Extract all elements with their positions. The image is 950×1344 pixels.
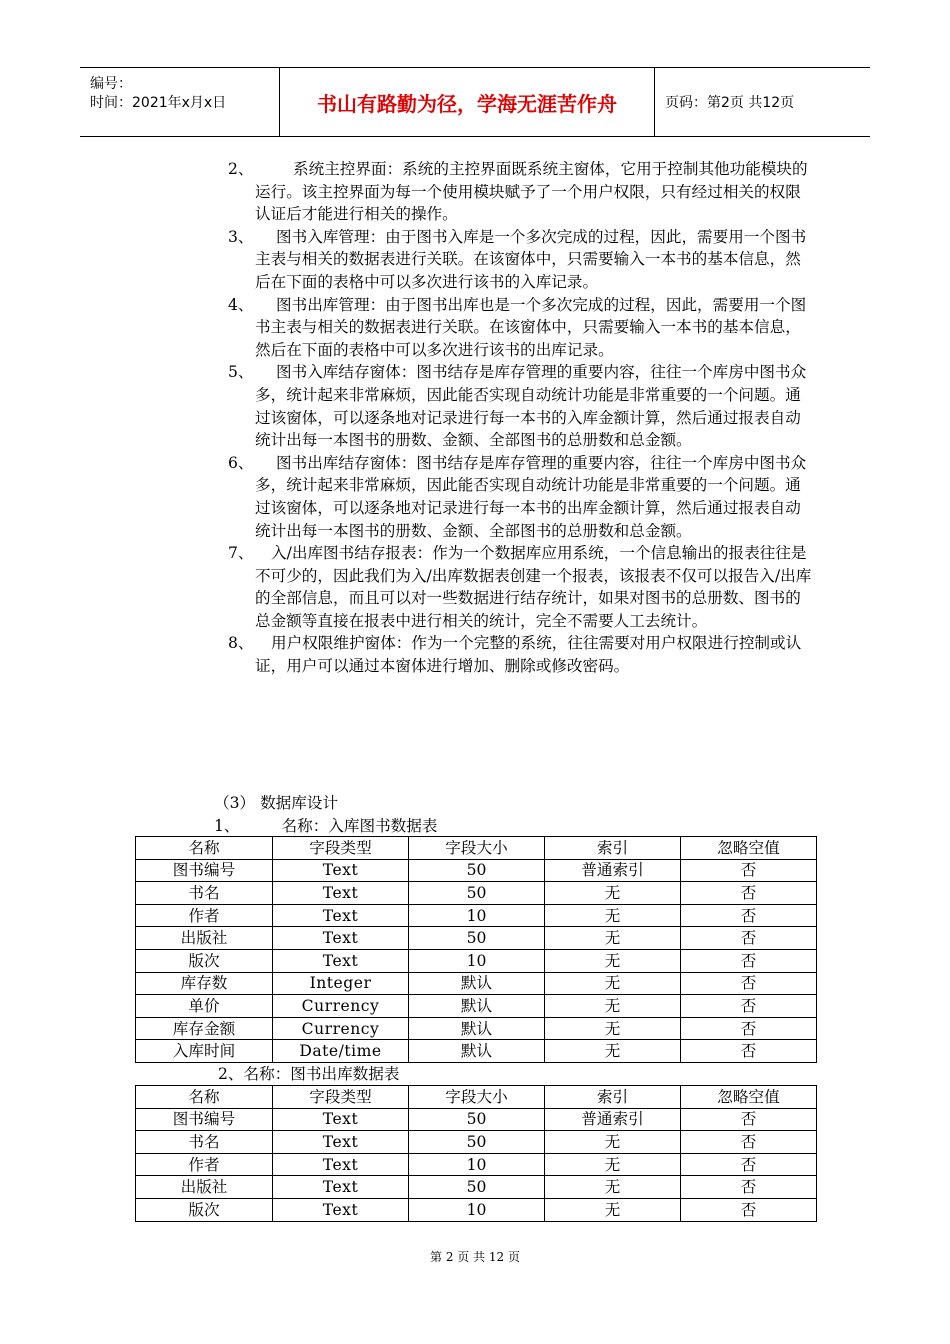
table-cell: Currency [273, 1017, 409, 1040]
table-row [136, 882, 817, 905]
table-cell: 50 [409, 882, 545, 905]
table-cell: 默认 [409, 1040, 545, 1063]
column-header: 字段大小 [409, 1086, 545, 1109]
table-cell: 图书编号 [136, 1108, 273, 1131]
table-cell: 否 [681, 1108, 817, 1131]
item-text: 图书入库结存窗体：图书结存是库存管理的重要内容，往往一个库房中图书众多，统计起来非常麻烦，因此能否实现自动统计功能是非常重要的一个问题。通过该窗体，可以逐条地对记录进行每一本书的入库金额计算，然后通过报表自动统计出每一本图书的册数、金额、全部图书的总册数和总金额。 [255, 363, 807, 450]
item-text: 系统主控界面：系统的主控界面既系统主窗体，它用于控制其他功能模块的运行。该主控界面为每一个使用模块赋予了一个用户权限，只有经过相关的权限认证后才能进行相关的操作。 [255, 160, 808, 224]
table-cell: 否 [681, 859, 817, 882]
page-label: 页码：第2页 共12页 [665, 95, 795, 111]
header-meta [80, 68, 280, 136]
list-item [228, 294, 813, 362]
date-label: 时间：2021年x月x日 [90, 95, 227, 111]
table-cell: 无 [545, 1017, 681, 1040]
motto: 书山有路勤为径，学海无涯苦作舟 [280, 68, 655, 136]
table-cell: 否 [681, 1198, 817, 1221]
table-cell: 无 [545, 972, 681, 995]
table-cell: 否 [681, 927, 817, 950]
table-cell: 单价 [136, 995, 273, 1018]
table-cell: 书名 [136, 1131, 273, 1154]
section-heading [214, 792, 338, 814]
table-cell: Text [273, 1198, 409, 1221]
table-cell: 否 [681, 1176, 817, 1199]
table-row [136, 1017, 817, 1040]
table-cell: 10 [409, 1153, 545, 1176]
table-cell: Text [273, 1153, 409, 1176]
table-cell: Text [273, 904, 409, 927]
table-cell: 10 [409, 949, 545, 972]
column-header: 字段大小 [409, 837, 545, 860]
table-row [136, 1198, 817, 1221]
table-cell: 版次 [136, 949, 273, 972]
table-cell: 50 [409, 1108, 545, 1131]
table-row [136, 927, 817, 950]
section-number: （3） [214, 794, 256, 812]
table1-caption-number: 1、 [214, 817, 240, 835]
column-header: 字段类型 [273, 837, 409, 860]
table-row [136, 859, 817, 882]
table-cell: Text [273, 882, 409, 905]
table1-caption-text: 名称：入库图书数据表 [281, 817, 438, 835]
table-cell: 普通索引 [545, 1108, 681, 1131]
table-row [136, 1153, 817, 1176]
table-row [136, 1040, 817, 1063]
table-cell: 否 [681, 1017, 817, 1040]
table-cell: 库存金额 [136, 1017, 273, 1040]
table-cell: Text [273, 1176, 409, 1199]
column-header: 名称 [136, 1086, 273, 1109]
table-cell: 入库时间 [136, 1040, 273, 1063]
table-cell: 无 [545, 1176, 681, 1199]
table-cell: 10 [409, 904, 545, 927]
item-text: 图书入库管理：由于图书入库是一个多次完成的过程，因此，需要用一个图书主表与相关的数据表进行关联。在该窗体中，只需要输入一本书的基本信息，然后在下面的表格中可以多次进行该书的入库记录。 [255, 227, 807, 291]
table-cell: 默认 [409, 995, 545, 1018]
item-text: 用户权限维护窗体：作为一个完整的系统，往往需要对用户权限进行控制或认证，用户可以通过本窗体进行增加、删除或修改密码。 [255, 634, 802, 676]
table-cell: 无 [545, 949, 681, 972]
item-number: 2、 [228, 160, 254, 178]
table-cell: Text [273, 927, 409, 950]
table-cell: 无 [545, 904, 681, 927]
table-cell: 无 [545, 1153, 681, 1176]
table-cell: 出版社 [136, 1176, 273, 1199]
column-header: 忽略空值 [681, 837, 817, 860]
item-number: 5、 [228, 363, 254, 382]
table-cell: 否 [681, 972, 817, 995]
table-cell: Currency [273, 995, 409, 1018]
table-cell: 无 [545, 927, 681, 950]
item-text: 图书出库管理：由于图书出库也是一个多次完成的过程，因此，需要用一个图书主表与相关的数据表进行关联。在该窗体中，只需要输入一本书的基本信息，然后在下面的表格中可以多次进行该书的出库记录。 [255, 295, 807, 359]
column-header: 索引 [545, 837, 681, 860]
table-cell: 否 [681, 1153, 817, 1176]
column-header: 忽略空值 [681, 1086, 817, 1109]
list-item [228, 452, 813, 542]
table-header-row [136, 837, 817, 860]
table1-caption [214, 815, 437, 837]
table-cell: 版次 [136, 1198, 273, 1221]
feature-list [228, 158, 813, 678]
header-page-info [655, 68, 870, 136]
table-cell: 无 [545, 1198, 681, 1221]
item-number: 8、 [228, 634, 254, 653]
item-text: 入/出库图书结存报表：作为一个数据库应用系统，一个信息输出的报表往往是不可少的，因此我们为入/出库数据表创建一个报表，该报表不仅可以报告入/出库的全部信息，而且可以对一些数据进行结存统计，如果对图书的总册数、图书的总金额等直接在报表中进行相关的统计，完全不需要人工去统计。 [255, 544, 812, 630]
column-header: 索引 [545, 1086, 681, 1109]
table-cell: 默认 [409, 1017, 545, 1040]
table-cell: 图书编号 [136, 859, 273, 882]
table-cell: 作者 [136, 1153, 273, 1176]
item-number: 3、 [228, 227, 254, 246]
table-cell: Date/time [273, 1040, 409, 1063]
list-item [228, 158, 813, 226]
table-cell: 50 [409, 859, 545, 882]
table-cell: 50 [409, 1176, 545, 1199]
table-cell: 普通索引 [545, 859, 681, 882]
page-header [80, 67, 870, 137]
table-row [136, 995, 817, 1018]
table-inbound-books [135, 836, 817, 1063]
table-cell: 50 [409, 1131, 545, 1154]
table-cell: 出版社 [136, 927, 273, 950]
table-cell: Text [273, 949, 409, 972]
table-cell: 书名 [136, 882, 273, 905]
table-cell: 无 [545, 995, 681, 1018]
table-cell: 无 [545, 882, 681, 905]
list-item [228, 632, 813, 677]
table-cell: 默认 [409, 972, 545, 995]
table-row [136, 972, 817, 995]
table-cell: Integer [273, 972, 409, 995]
item-number: 4、 [228, 295, 254, 314]
table-cell: 否 [681, 904, 817, 927]
item-number: 6、 [228, 453, 254, 472]
table-cell: 否 [681, 949, 817, 972]
table-cell: 否 [681, 1131, 817, 1154]
column-header: 字段类型 [273, 1086, 409, 1109]
table2-caption: 2、名称：图书出库数据表 [218, 1065, 400, 1083]
table-cell: 作者 [136, 904, 273, 927]
number-label: 编号： [90, 76, 132, 92]
table-row [136, 904, 817, 927]
table-cell: Text [273, 1108, 409, 1131]
item-number: 7、 [228, 544, 254, 563]
table-cell: 无 [545, 1040, 681, 1063]
page-footer: 第 2 页 共 12 页 [430, 1250, 520, 1264]
table-cell: 无 [545, 1131, 681, 1154]
table-row [136, 1108, 817, 1131]
list-item [228, 542, 813, 632]
table-row [136, 1131, 817, 1154]
column-header: 名称 [136, 837, 273, 860]
table-cell: 否 [681, 882, 817, 905]
item-text: 图书出库结存窗体：图书结存是库存管理的重要内容，往往一个库房中图书众多，统计起来非常麻烦，因此能否实现自动统计功能是非常重要的一个问题。通过该窗体，可以逐条地对记录进行每一本书的出库金额计算，然后通过报表自动统计出每一本图书的册数、金额、全部图书的总册数和总金额。 [255, 453, 807, 540]
table-row [136, 949, 817, 972]
list-item [228, 361, 813, 451]
table-outbound-books [135, 1085, 817, 1222]
list-item [228, 226, 813, 294]
section-title: 数据库设计 [260, 794, 339, 812]
table-header-row [136, 1086, 817, 1109]
table-cell: Text [273, 1131, 409, 1154]
table-cell: 库存数 [136, 972, 273, 995]
table-cell: Text [273, 859, 409, 882]
table-cell: 否 [681, 1040, 817, 1063]
table-cell: 10 [409, 1198, 545, 1221]
table-row [136, 1176, 817, 1199]
table-cell: 否 [681, 995, 817, 1018]
table-cell: 50 [409, 927, 545, 950]
